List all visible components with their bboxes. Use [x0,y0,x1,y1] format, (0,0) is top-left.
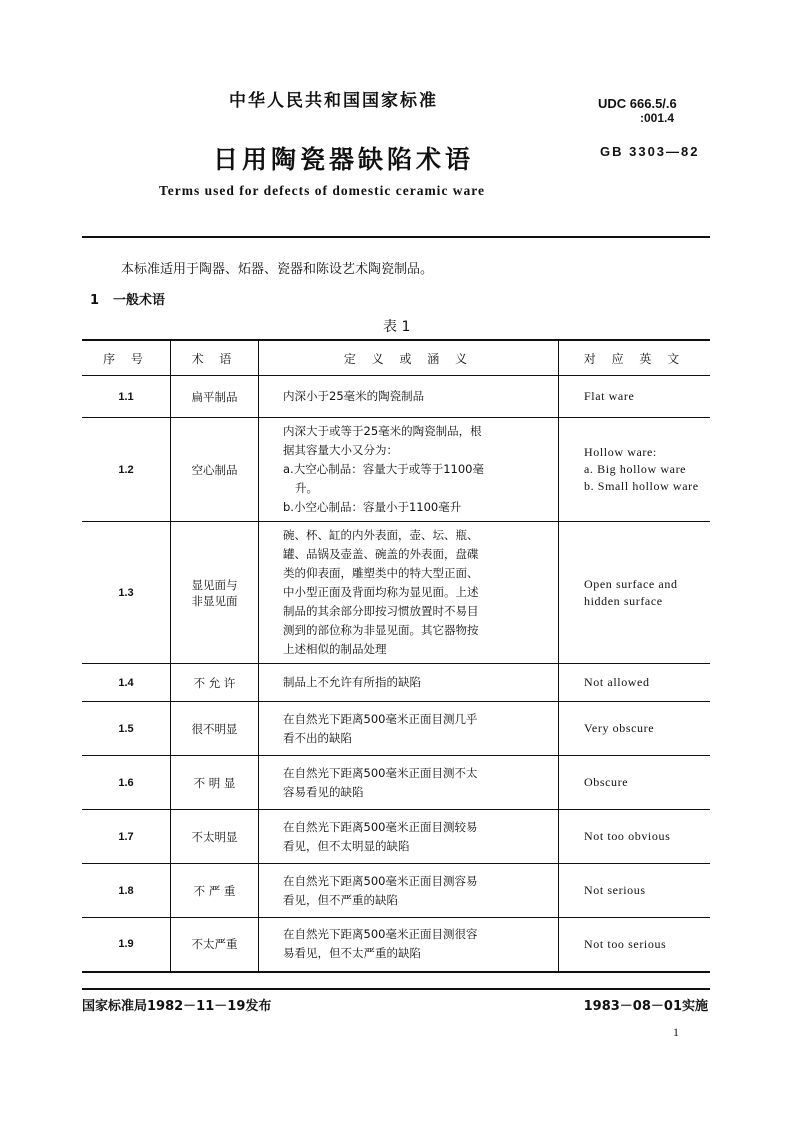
table-header-row [82,340,710,376]
page-number: 1 [673,1025,679,1039]
term-name [171,376,259,418]
term-english [559,810,711,864]
term-english-line: hidden surface [584,593,663,608]
term-definition-line: 据其容量大小又分为： [283,443,398,457]
term-definition-line: 在自然光下距离500毫米正面目测几乎 [283,711,478,726]
term-definition-line: 内深大于或等于25毫米的陶瓷制品，根 [283,424,482,438]
term-english [559,918,711,972]
term-english-line: Not serious [584,883,646,897]
term-name-line: 不 允 许 [193,675,236,690]
document-title-en: Terms used for defects of domestic ceramic ware [159,183,486,198]
section-heading [90,289,165,308]
table-row [82,864,710,918]
term-name [171,918,259,972]
term-english-line: b. Small hollow ware [584,479,699,493]
term-name-line: 不太明显 [191,829,238,844]
term-name-line: 显见面与 [191,577,238,592]
term-definition-line: 制品的其余部分即按习惯放置时不易目 [283,604,479,618]
term-definition-line: 看不出的缺陷 [283,730,352,745]
term-number: 1.1 [82,376,171,418]
term-definition-line: 看见，但不太明显的缺陷 [283,838,410,853]
term-english [559,376,711,418]
table-row [82,810,710,864]
table-row [82,522,710,664]
term-english [559,664,711,702]
gb-standard-code: GB 3303—82 [600,144,700,159]
term-name-line: 不太严重 [191,937,238,952]
term-definition-line: 制品上不允许有所指的缺陷 [283,675,421,689]
term-english-line: Not allowed [584,675,650,689]
term-definition-line: 在自然光下距离500毫米正面目测不太 [283,765,478,780]
table-row [82,418,710,522]
term-definition [259,702,559,756]
term-definition-line: 类的仰表面，雕塑类中的特大型正面、 [283,566,479,580]
term-english-line: Flat ware [584,389,635,403]
term-english-line: Not too serious [584,936,667,951]
document-title-cn: 日用陶瓷器缺陷术语 [213,145,475,174]
term-definition [259,376,559,418]
term-definition [259,418,559,522]
term-definition-line: 上述相似的制品处理 [283,642,387,656]
term-definition [259,664,559,702]
term-definition [259,918,559,972]
term-name-line: 不 严 重 [193,883,236,898]
udc-code-suffix: :001.4 [640,111,675,125]
term-number: 1.9 [82,918,171,972]
term-name [171,418,259,522]
term-name-line: 空心制品 [191,462,238,477]
table-row [82,702,710,756]
term-definition-line: 容易看见的缺陷 [283,784,364,799]
term-english [559,864,711,918]
term-definition [259,756,559,810]
term-definition-line: 内深小于25毫米的陶瓷制品 [283,389,425,403]
term-name [171,756,259,810]
term-english-line: Hollow ware: [584,445,657,459]
header-rule [82,236,710,238]
term-definition-line: 中小型正面及背面均称为显见面。上述 [283,585,479,599]
term-number: 1.5 [82,702,171,756]
header-english: 对 应 英 文 [559,340,711,376]
term-definition-line: 易看见，但不太严重的缺陷 [283,946,421,961]
scope-statement: 本标准适用于陶器、炻器、瓷器和陈设艺术陶瓷制品。 [121,262,434,277]
header-definition: 定 义 或 涵 义 [259,340,559,376]
implementation-date: 1983－08－01实施 [583,999,708,1014]
term-english-line: a. Big hollow ware [584,462,687,476]
term-definition-line: b.小空心制品：容量小于1100毫升 [283,500,462,514]
term-name [171,810,259,864]
term-number: 1.4 [82,664,171,702]
term-number: 1.3 [82,522,171,664]
issue-date: 国家标准局1982－11－19发布 [82,999,272,1014]
term-number: 1.8 [82,864,171,918]
header-no: 序 号 [82,340,171,376]
term-name [171,702,259,756]
terms-table [82,339,710,973]
udc-code: UDC 666.5/.6 [598,96,677,111]
term-name [171,664,259,702]
header-term: 术 语 [171,340,259,376]
term-definition [259,522,559,664]
standard-org: 中华人民共和国国家标准 [229,91,438,111]
section-title: 一般术语 [113,293,166,308]
section-number: 1 [90,293,100,308]
table-caption: 表 1 [383,319,411,335]
term-number: 1.6 [82,756,171,810]
term-name-line: 扁平制品 [191,389,238,404]
term-definition [259,864,559,918]
term-number: 1.7 [82,810,171,864]
term-number: 1.2 [82,418,171,522]
footer-rule [82,988,710,990]
term-definition-line: 在自然光下距离500毫米正面目测很容 [283,927,478,942]
term-definition-line: 看见，但不严重的缺陷 [283,892,398,907]
term-name-line: 很不明显 [191,721,238,736]
term-name-line: 非显见面 [191,593,238,608]
term-name-line: 不 明 显 [193,775,236,790]
term-english [559,522,711,664]
term-definition-line: 升。 [295,481,318,495]
term-definition-line: 罐、品锅及壶盖、碗盖的外表面，盘碟 [283,547,479,561]
term-english [559,702,711,756]
term-english-line: Open surface and [584,576,678,591]
table-row [82,918,710,972]
term-english-line: Not too obvious [584,829,671,843]
term-definition-line: a.大空心制品：容量大于或等于1100毫 [283,462,484,476]
term-english [559,756,711,810]
term-name [171,864,259,918]
table-row [82,756,710,810]
term-definition [259,810,559,864]
table-row [82,376,710,418]
term-definition-line: 在自然光下距离500毫米正面目测容易 [283,873,478,888]
table-row [82,664,710,702]
term-name [171,522,259,664]
term-definition-line: 碗、杯、缸的内外表面，壶、坛、瓶、 [283,528,479,542]
term-definition-line: 测到的部位称为非显见面。其它器物按 [283,623,479,637]
term-english [559,418,711,522]
term-english-line: Very obscure [584,721,655,735]
term-english-line: Obscure [584,775,629,789]
term-definition-line: 在自然光下距离500毫米正面目测较易 [283,819,478,834]
